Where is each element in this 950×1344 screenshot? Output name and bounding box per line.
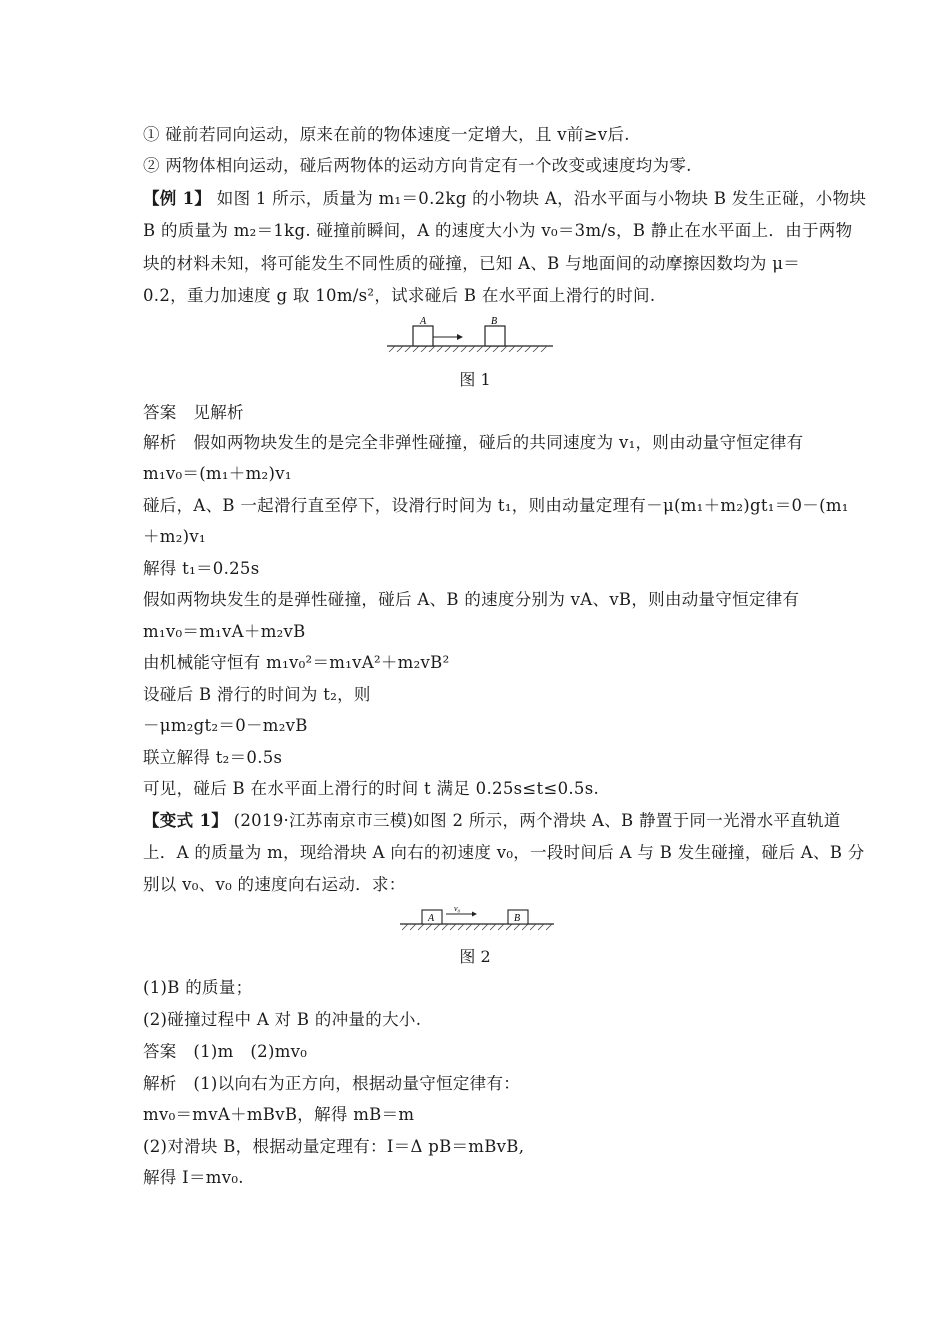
solution-1-line-8: 由机械能守恒有 m₁v₀²＝m₁vA²＋m₂vB²: [143, 653, 450, 672]
example-1-line-2: B 的质量为 m₂＝1kg. 碰撞前瞬间，A 的速度大小为 v₀＝3m/s，B 静止在水平面上．由于两物: [143, 221, 853, 240]
velocity-label: v₀: [454, 904, 461, 913]
variant-1-line-2: 上．A 的质量为 m，现给滑块 A 向右的初速度 v₀，一段时间后 A 与 B 发生碰撞，碰后 A、B 分: [143, 843, 865, 862]
solution-1-line-2: m₁v₀＝(m₁＋m₂)v₁: [143, 464, 292, 483]
example-1-text: 如图 1 所示，质量为 m₁＝0.2kg 的小物块 A，沿水平面与小物块 B 发生正碰，小物块: [211, 189, 867, 208]
block-b-label: B: [491, 316, 498, 327]
example-1-line-1: [143, 188, 867, 210]
block-a-label: A: [420, 316, 427, 327]
track-hatch: [402, 924, 552, 930]
ground-hatch: [389, 346, 547, 352]
solution-1-line-9: 设碰后 B 滑行的时间为 t₂，则: [143, 685, 371, 704]
point-1: ① 碰前若同向运动，原来在前的物体速度一定增大，且 v前≥v后.: [143, 125, 630, 144]
answer-1: 答案 见解析: [143, 403, 244, 422]
example-1-line-3: 块的材料未知，将可能发生不同性质的碰撞，已知 A、B 与地面间的动摩擦因数均为 μ＝: [143, 254, 801, 273]
solution-2-line-3: (2)对滑块 B，根据动量定理有：I＝Δ pB＝mBvB,: [143, 1137, 525, 1156]
solution-1-line-11: 联立解得 t₂＝0.5s: [143, 748, 283, 767]
example-1-line-4: 0.2，重力加速度 g 取 10m/s²，试求碰后 B 在水平面上滑行的时间.: [143, 286, 656, 305]
example-1-tag: 【例 1】: [143, 189, 212, 208]
figure-2-caption: 图 2: [459, 947, 491, 966]
arrow-head-icon: [472, 912, 477, 917]
figure-2: [398, 902, 556, 932]
figure-1: [385, 312, 555, 354]
solution-1-line-6: 假如两物块发生的是弹性碰撞，碰后 A、B 的速度分别为 vA、vB，则由动量守恒定律有: [143, 590, 800, 609]
solution-1-line-10: －μm₂gt₂＝0－m₂vB: [143, 716, 308, 735]
solution-1-line-3: 碰后，A、B 一起滑行直至停下，设滑行时间为 t₁，则由动量定理有－μ(m₁＋m₂)gt₁＝0－(m₁: [143, 496, 849, 515]
arrow-head-icon: [457, 334, 463, 340]
block-a: [413, 326, 433, 346]
slider-b-label: B: [514, 913, 521, 924]
solution-1-line-5: 解得 t₁＝0.25s: [143, 559, 260, 578]
solution-2-line-4: 解得 I＝mv₀.: [143, 1168, 244, 1187]
solution-2-line-2: mv₀＝mvA＋mBvB，解得 mB＝m: [143, 1105, 415, 1124]
question-2: (2)碰撞过程中 A 对 B 的冲量的大小.: [143, 1010, 422, 1029]
figure-1-caption: 图 1: [459, 370, 491, 389]
variant-1-text: (2019·江苏南京市三模)如图 2 所示，两个滑块 A、B 静置于同一光滑水平直轨道: [228, 811, 841, 830]
block-b: [485, 326, 505, 346]
solution-1-line-4: ＋m₂)v₁: [143, 527, 206, 546]
point-2: ② 两物体相向运动，碰后两物体的运动方向肯定有一个改变或速度均为零.: [143, 156, 692, 175]
solution-1-line-1: 解析 假如两物块发生的是完全非弹性碰撞，碰后的共同速度为 v₁，则由动量守恒定律有: [143, 433, 804, 452]
variant-1-line-3: 别以 v₀、v₀ 的速度向右运动．求：: [143, 875, 406, 894]
solution-2-line-1: 解析 (1)以向右为正方向，根据动量守恒定律有：: [143, 1074, 521, 1093]
variant-1-line-1: [143, 810, 841, 832]
variant-1-tag: 【变式 1】: [143, 811, 229, 830]
question-1: (1)B 的质量；: [143, 978, 253, 997]
solution-1-line-12: 可见，碰后 B 在水平面上滑行的时间 t 满足 0.25s≤t≤0.5s.: [143, 779, 600, 798]
slider-a-label: A: [428, 913, 435, 924]
answer-2: 答案 (1)m (2)mv₀: [143, 1042, 308, 1061]
solution-1-line-7: m₁v₀＝m₁vA＋m₂vB: [143, 622, 306, 641]
